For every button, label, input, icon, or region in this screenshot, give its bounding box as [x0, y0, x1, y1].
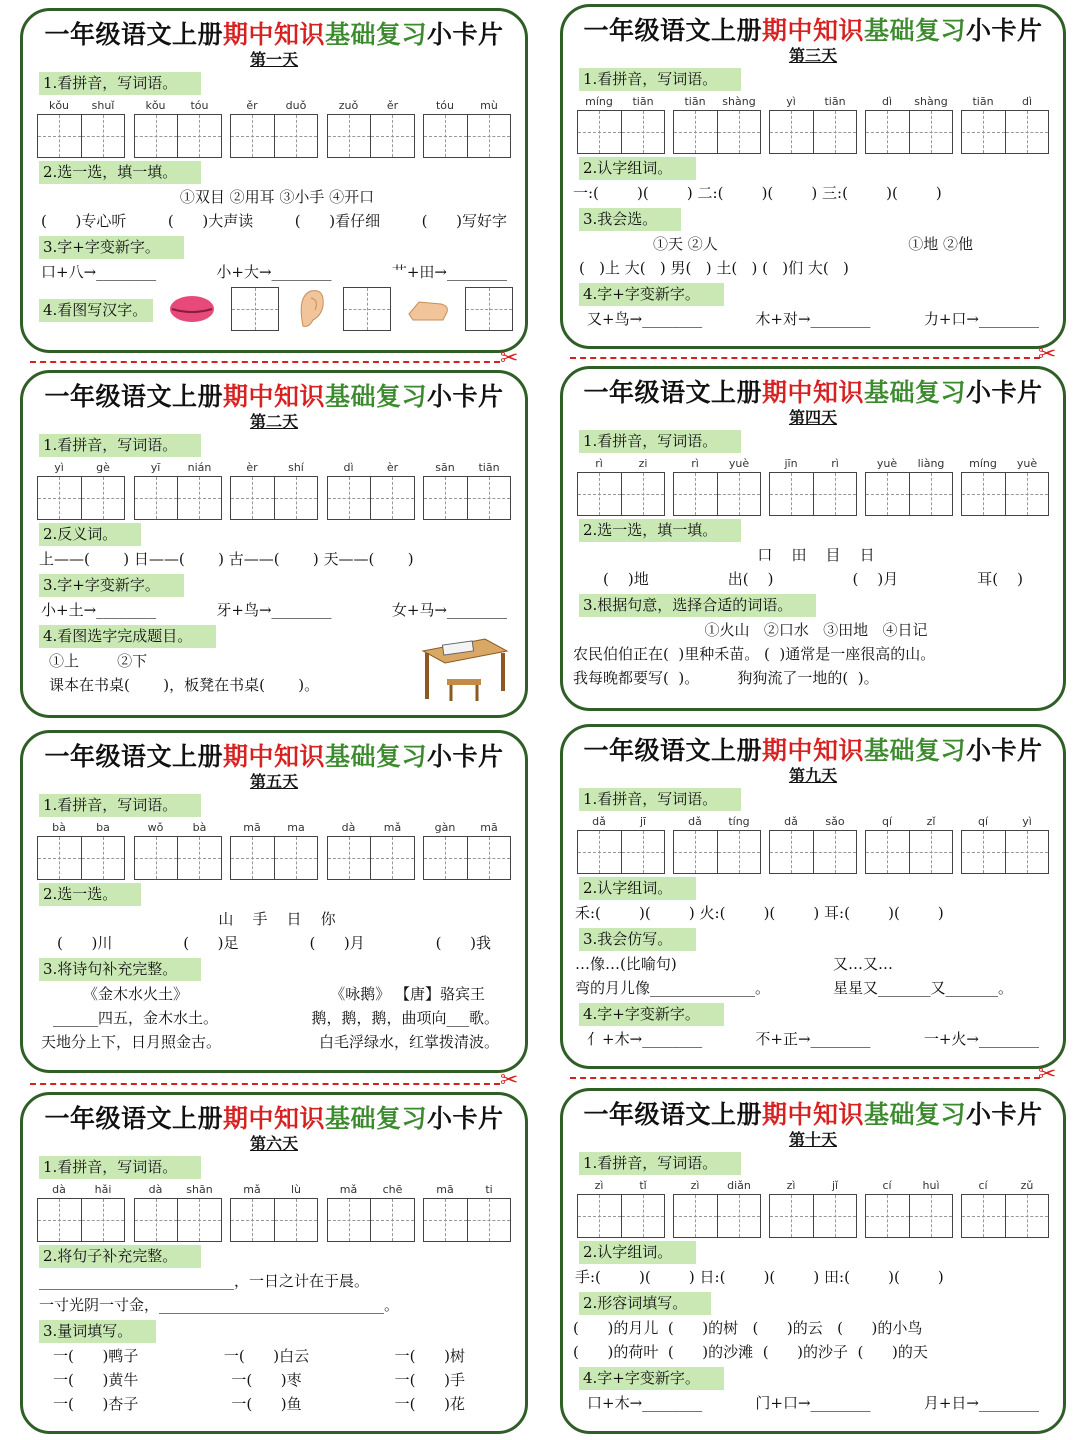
writing-box[interactable] [423, 114, 511, 158]
writing-box[interactable] [673, 830, 761, 874]
combo-row: 亻+木→________ 不+正→________ 一+火→________ [587, 1030, 1039, 1048]
word-groups: 一:( )( ) 二:( )( ) 三:( )( ) [573, 184, 942, 202]
antonym-line: 上——( ) 日——( ) 古——( ) 天——( ) [39, 550, 414, 568]
section-heading: 3.字+字变新字。 [39, 574, 184, 597]
writing-box[interactable] [230, 114, 318, 158]
section-heading: 3.字+字变新字。 [39, 236, 184, 259]
writing-box[interactable] [230, 1198, 318, 1242]
section-heading: 4.字+字变新字。 [579, 1003, 724, 1026]
ear-icon [293, 286, 329, 332]
options-row: ①天 ②人 ①地 ②他 [653, 235, 973, 253]
day-label: 第十天 [788, 1130, 837, 1149]
card-day6 [20, 1092, 528, 1434]
scissors-icon: ✂ [1038, 342, 1057, 367]
section-heading: 1.看拼音，写词语。 [39, 434, 201, 457]
section-heading: 4.看图写汉字。 [39, 299, 153, 322]
word-groups: 手:( )( ) 日:( )( ) 田:( )( ) [575, 1268, 944, 1286]
section-heading: 2.形容词填写。 [579, 1292, 711, 1315]
combo-row: 小+土→________ 牙+鸟→________ 女+马→________ [41, 601, 507, 619]
question-line: 课本在书桌( )，板凳在书桌( )。 [49, 676, 320, 694]
poem-row: 天地分上下，日月照金古。 白毛浮绿水，红掌拨清波。 [41, 1033, 499, 1051]
section-heading: 3.将诗句补充完整。 [39, 958, 201, 981]
word-groups: 禾:( )( ) 火:( )( ) 耳:( )( ) [575, 904, 944, 922]
writing-box[interactable] [673, 110, 761, 154]
writing-box[interactable] [577, 110, 665, 154]
section-heading: 1.看拼音，写词语。 [39, 72, 201, 95]
section-heading: 2.认字组词。 [579, 157, 696, 180]
card-title: 一年级语文上册期中知识基础复习小卡片 [583, 378, 1043, 407]
writing-box[interactable] [865, 1194, 953, 1238]
desk-icon [415, 629, 511, 703]
writing-box[interactable] [134, 1198, 222, 1242]
cut-line [570, 1077, 1040, 1079]
section-heading: 2.将句子补充完整。 [39, 1245, 201, 1268]
combo-row: 口+八→________ 小+大→________ 艹+田→________ [41, 263, 507, 281]
section-heading: 2.选一选。 [39, 883, 141, 906]
scissors-icon: ✂ [1038, 1062, 1057, 1087]
writing-box[interactable] [577, 830, 665, 874]
options-line: ①火山 ②口水 ③田地 ④日记 [704, 621, 928, 639]
writing-box[interactable] [961, 1194, 1049, 1238]
cut-line [30, 361, 500, 363]
pinyin-grid: kǒu shuǐ kǒu tóu ěr duǒ zuǒ ěr tóu mù [33, 99, 515, 158]
card-day1 [20, 8, 528, 353]
writing-box[interactable] [37, 476, 125, 520]
adjective-line: ( )的荷叶 ( )的沙滩 ( )的沙子 ( )的天 [573, 1343, 928, 1361]
measure-row: 一( )杏子 一( )鱼 一( )花 [53, 1395, 465, 1413]
combo-row: 口+木→________ 门+口→________ 月+日→________ [587, 1394, 1039, 1412]
writing-box[interactable] [769, 1194, 857, 1238]
writing-box[interactable] [769, 472, 857, 516]
section-heading: 2.认字组词。 [579, 877, 696, 900]
card-day2 [20, 370, 528, 718]
day-label: 第六天 [249, 1134, 298, 1153]
writing-box[interactable] [673, 1194, 761, 1238]
card-day3 [560, 4, 1066, 349]
day-label: 第九天 [788, 766, 837, 785]
writing-box[interactable] [134, 836, 222, 880]
writing-box[interactable] [465, 287, 513, 331]
writing-box[interactable] [423, 1198, 511, 1242]
section-heading: 2.反义词。 [39, 523, 141, 546]
pattern-row: …像…(比喻句) 又…又… [575, 955, 893, 973]
card-title: 一年级语文上册期中知识基础复习小卡片 [44, 742, 504, 771]
card-day5 [20, 730, 528, 1073]
section-heading: 1.看拼音，写词语。 [579, 788, 741, 811]
hand-icon [405, 294, 451, 324]
fill-row: ( )专心听 ( )大声读 ( )看仔细 ( )写好字 [41, 212, 507, 230]
card-title: 一年级语文上册期中知识基础复习小卡片 [44, 382, 504, 411]
writing-box[interactable] [134, 476, 222, 520]
fill-row: ( )川 ( )足 ( )月 ( )我 [57, 934, 491, 952]
writing-box[interactable] [343, 287, 391, 331]
cut-line [570, 357, 1040, 359]
writing-box[interactable] [327, 114, 415, 158]
poem-title-row: 《金木水火土》 《咏鹅》 【唐】骆宾王 [83, 985, 485, 1003]
sentence-line: __________________________，一日之计在于晨。 [39, 1272, 370, 1290]
scissors-icon: ✂ [500, 1068, 519, 1093]
section-heading: 1.看拼音，写词语。 [579, 1152, 741, 1175]
fill-line: ( )上 大( ) 男( ) 土( ) ( )们 大( ) [579, 259, 849, 277]
writing-box[interactable] [134, 114, 222, 158]
section-heading: 4.字+字变新字。 [579, 1367, 724, 1390]
writing-box[interactable] [769, 830, 857, 874]
cut-line [30, 1083, 500, 1085]
sentence-line: 一寸光阴一寸金，______________________________。 [39, 1296, 400, 1314]
day-label: 第一天 [249, 50, 298, 69]
section-heading: 1.看拼音，写词语。 [579, 68, 741, 91]
adjective-line: ( )的月儿 ( )的树 ( )的云 ( )的小鸟 [573, 1319, 923, 1337]
pinyin-grid: míng tiān tiān shàng yì tiān dì shàng tiān dì [573, 95, 1053, 154]
options-line: 口 田 目 日 [757, 546, 875, 564]
mouth-icon [167, 291, 217, 327]
measure-row: 一( )黄牛 一( )枣 一( )手 [53, 1371, 465, 1389]
pinyin-grid: dǎ jī dǎ tíng dǎ sǎo qí zǐ qí yì [573, 815, 1053, 874]
card-day4 [560, 366, 1066, 711]
writing-box[interactable] [673, 472, 761, 516]
writing-box[interactable] [37, 114, 125, 158]
writing-box[interactable] [961, 110, 1049, 154]
section-heading: 1.看拼音，写词语。 [39, 1156, 201, 1179]
options-line: 山 手 日 你 [218, 910, 336, 928]
pinyin-grid: yì gè yī nián èr shí dì èr sān tiān [33, 461, 515, 520]
pinyin-grid: zì tǐ zì diǎn zì jǐ cí huì cí zǔ [573, 1179, 1053, 1238]
options-line: ①上 ②下 [49, 652, 148, 670]
day-label: 第三天 [788, 46, 837, 65]
writing-box[interactable] [769, 110, 857, 154]
card-day9 [560, 724, 1066, 1069]
writing-box[interactable] [37, 836, 125, 880]
card-title: 一年级语文上册期中知识基础复习小卡片 [583, 1100, 1043, 1129]
day-label: 第二天 [249, 412, 298, 431]
combo-row: 又+鸟→________ 木+对→________ 力+口→________ [587, 310, 1039, 328]
sentence-line: 我每晚都要写( )。 狗狗流了一地的( )。 [573, 669, 879, 687]
writing-box[interactable] [230, 836, 318, 880]
writing-box[interactable] [327, 1198, 415, 1242]
section-heading: 3.量词填写。 [39, 1320, 156, 1343]
section-heading: 2.选一选，填一填。 [39, 161, 201, 184]
section-heading: 3.我会仿写。 [579, 928, 696, 951]
measure-row: 一( )鸭子 一( )白云 一( )树 [53, 1347, 465, 1365]
fill-row: ( )地 出( ) ( )月 耳( ) [603, 570, 1023, 588]
section-heading: 1.看拼音，写词语。 [39, 794, 201, 817]
card-title: 一年级语文上册期中知识基础复习小卡片 [583, 736, 1043, 765]
section-heading: 3.根据句意，选择合适的词语。 [579, 594, 816, 617]
pinyin-grid: dà hǎi dà shān mǎ lù mǎ chē mā ti [33, 1183, 515, 1242]
writing-box[interactable] [327, 476, 415, 520]
section-heading: 2.选一选，填一填。 [579, 519, 741, 542]
section-heading: 3.我会选。 [579, 208, 681, 231]
writing-box[interactable] [961, 830, 1049, 874]
section-heading: 1.看拼音，写词语。 [579, 430, 741, 453]
options-line: ①双目 ②用耳 ③小手 ④开口 [179, 188, 375, 206]
sentence-line: 农民伯伯正在( )里种禾苗。 ( )通常是一座很高的山。 [573, 645, 936, 663]
pinyin-grid: bà ba wǒ bà mā ma dà mǎ gàn mā [33, 821, 515, 880]
picture-row [33, 286, 515, 332]
card-day10 [560, 1088, 1066, 1434]
section-heading: 4.字+字变新字。 [579, 283, 724, 306]
day-label: 第五天 [249, 772, 298, 791]
writing-box[interactable] [577, 472, 665, 516]
scissors-icon: ✂ [500, 346, 519, 371]
poem-row: ______四五，金木水土。 鹅，鹅，鹅，曲项向___歌。 [53, 1009, 499, 1027]
writing-box[interactable] [423, 476, 511, 520]
writing-box[interactable] [865, 830, 953, 874]
writing-box[interactable] [577, 1194, 665, 1238]
writing-box[interactable] [327, 836, 415, 880]
card-title: 一年级语文上册期中知识基础复习小卡片 [583, 16, 1043, 45]
writing-box[interactable] [865, 110, 953, 154]
writing-box[interactable] [423, 836, 511, 880]
card-title: 一年级语文上册期中知识基础复习小卡片 [44, 1104, 504, 1133]
card-title: 一年级语文上册期中知识基础复习小卡片 [44, 20, 504, 49]
writing-box[interactable] [961, 472, 1049, 516]
day-label: 第四天 [788, 408, 837, 427]
writing-box[interactable] [865, 472, 953, 516]
writing-box[interactable] [231, 287, 279, 331]
section-heading: 2.认字组词。 [579, 1241, 696, 1264]
pattern-row: 弯的月儿像______________。 星星又_______又_______。 [575, 979, 1013, 997]
writing-box[interactable] [230, 476, 318, 520]
pinyin-grid: rì zi rì yuè jīn rì yuè liàng míng yuè [573, 457, 1053, 516]
writing-box[interactable] [37, 1198, 125, 1242]
section-heading: 4.看图选字完成题目。 [39, 625, 216, 648]
